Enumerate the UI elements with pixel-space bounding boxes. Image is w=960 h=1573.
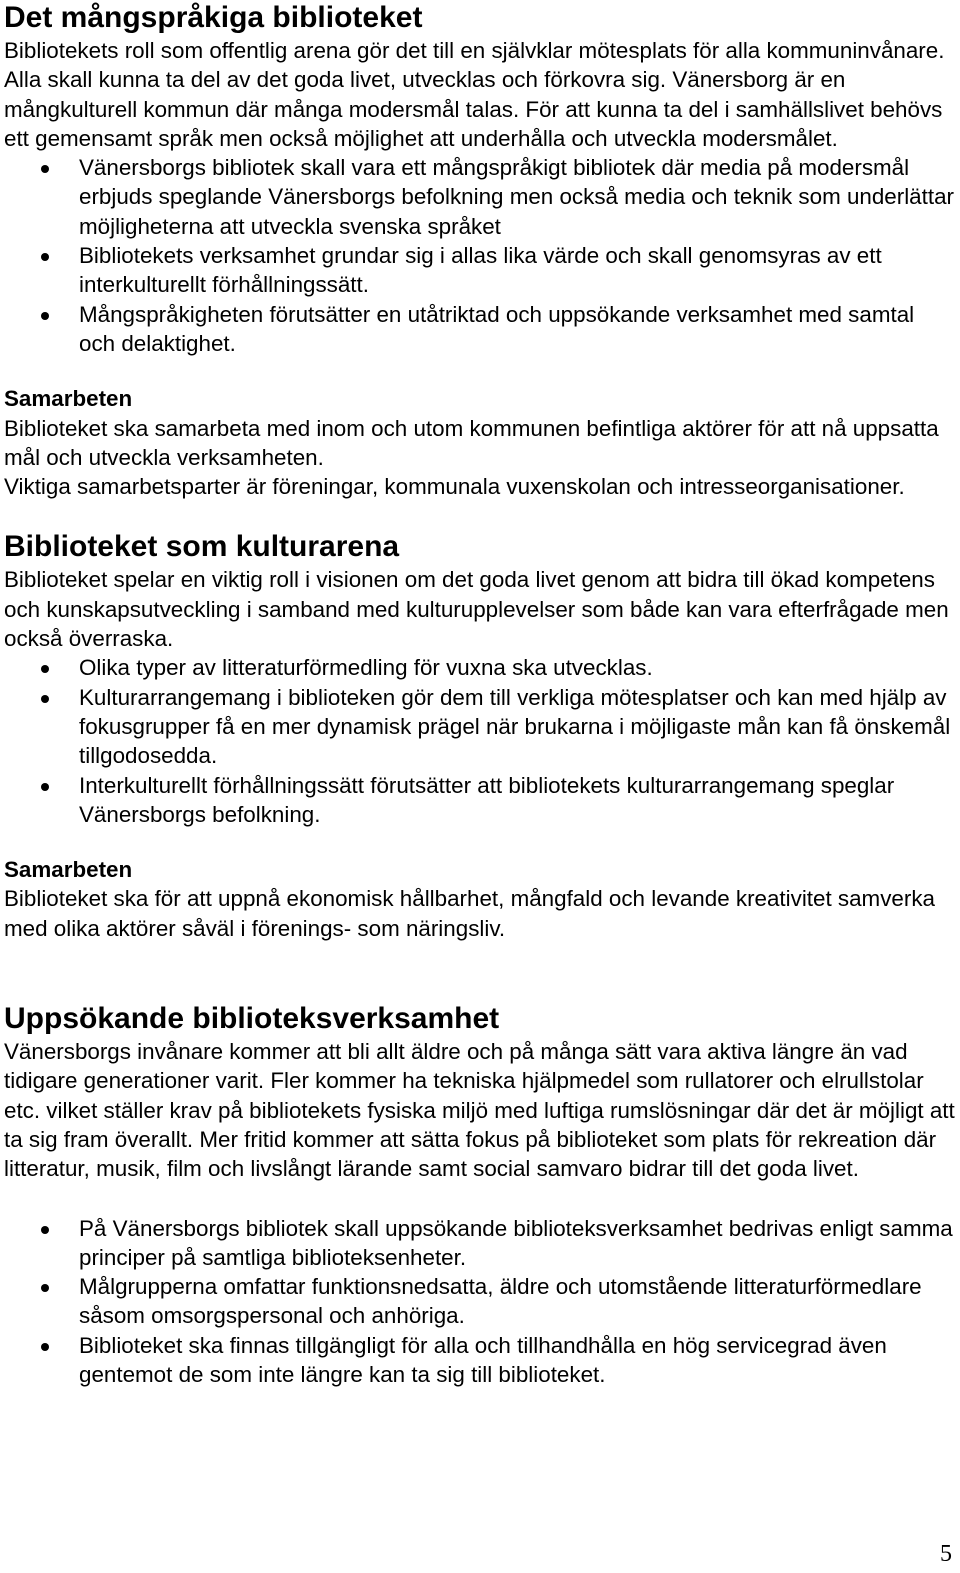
list-item-text: Målgrupperna omfattar funktionsnedsatta, äldre och utomstående litteraturförmedlare såsom omsorgspersonal och anhöriga.: [79, 1274, 922, 1329]
list-item: [4, 683, 956, 771]
bullet-list-culture: [4, 653, 956, 829]
bullet-icon: [41, 695, 49, 703]
bullet-icon: [41, 312, 49, 320]
list-item-text: Olika typer av litteraturförmedling för vuxna ska utvecklas.: [79, 655, 653, 681]
bullet-icon: [41, 1284, 49, 1292]
list-item-text: Mångspråkigheten förutsätter en utåtriktad och uppsökande verksamhet med samtal och delaktighet.: [79, 301, 915, 356]
list-item-text: Kulturarrangemang i biblioteken gör dem till verkliga mötesplatser och kan med hjälp av fokusgrupper få en mer dynamisk prägel när brukarna i möjligaste mån kan få önskemål tillgodosedda.: [79, 684, 951, 769]
list-item: [4, 153, 956, 241]
section-title-multilingual: Det mångspråkiga biblioteket: [4, 1, 423, 34]
paragraph-samarbeten-1a: Biblioteket ska samarbeta med inom och utom kommunen befintliga aktörer för att nå uppsatta mål och utveckla verksamheten.: [4, 415, 939, 470]
bullet-icon: [41, 165, 49, 173]
list-item: [4, 300, 956, 359]
subheading-samarbeten-1: Samarbeten: [4, 386, 133, 412]
bullet-icon: [41, 665, 49, 673]
list-item-text: På Vänersborgs bibliotek skall uppsökande biblioteksverksamhet bedrivas enligt samma principer på samtliga biblioteksenheter.: [79, 1215, 953, 1270]
paragraph-samarbeten-1b: Viktiga samarbetsparter är föreningar, kommunala vuxenskolan och intresseorganisationer.: [4, 474, 905, 500]
paragraph-outreach-intro: Vänersborgs invånare kommer att bli allt äldre och på många sätt vara aktiva längre än vad tidigare generationer varit. Fler kommer ha tekniska hjälpmedel som rullatorer och elrullstolar etc. vilket ställer krav på bibliotekets fysiska miljö med luftiga rumslösningar där det är möjligt att ta sig fram överallt. Mer fritid kommer att sätta fokus på biblioteket som plats för rekreation där litteratur, musik, film och livslångt lärande samt social samvaro bidrar till det goda livet.: [4, 1039, 955, 1182]
bullet-icon: [41, 1226, 49, 1234]
bullet-list-outreach: [4, 1214, 956, 1390]
page-number: 5: [940, 1541, 952, 1567]
list-item: [4, 771, 956, 830]
document-page: [4, 0, 956, 1389]
section-title-culture-arena: Biblioteket som kulturarena: [4, 530, 400, 564]
list-item: [4, 1214, 956, 1273]
list-item-text: Vänersborgs bibliotek skall vara ett mångspråkigt bibliotek där media på modersmål erbjuds speglande Vänersborgs befolkning men också media och teknik som underlättar möjligheterna att utveckla svenska språket: [79, 155, 954, 239]
paragraph-culture-intro: Biblioteket spelar en viktig roll i visionen om det goda livet genom att bidra till ökad kompetens och kunskapsutveckling i samband med kulturupplevelser som både kan vara efterfrågade men också överraska.: [4, 567, 949, 652]
section-title-outreach: Uppsökande biblioteksverksamhet: [4, 1002, 500, 1036]
list-item-text: Interkulturellt förhållningssätt förutsätter att bibliotekets kulturarrangemang speglar Vänersborgs befolkning.: [79, 772, 895, 827]
list-item: [4, 241, 956, 300]
paragraph-samarbeten-2: Biblioteket ska för att uppnå ekonomisk hållbarhet, mångfald och levande kreativitet samverka med olika aktörer såväl i förenings- som näringsliv.: [4, 886, 935, 941]
list-item: [4, 1331, 956, 1390]
paragraph-multilingual-intro: Bibliotekets roll som offentlig arena gör det till en självklar mötesplats för alla kommuninvånare. Alla skall kunna ta del av det goda livet, utvecklas och förkovra sig. Vänersborg är en mångkulturell kommun där många modersmål talas. För att kunna ta del i samhällslivet behövs ett gemensamt språk men också möjlighet att underhålla och utveckla modersmålet.: [4, 38, 945, 151]
bullet-icon: [41, 1343, 49, 1351]
list-item-text: Biblioteket ska finnas tillgängligt för alla och tillhandhålla en hög servicegrad även gentemot de som inte längre kan ta sig till biblioteket.: [79, 1332, 887, 1387]
bullet-icon: [41, 253, 49, 261]
bullet-list-multilingual: [4, 153, 956, 358]
bullet-icon: [41, 783, 49, 791]
list-item-text: Bibliotekets verksamhet grundar sig i allas lika värde och skall genomsyras av ett interkulturellt förhållningssätt.: [79, 243, 882, 298]
list-item: [4, 1272, 956, 1331]
list-item: [4, 653, 956, 682]
subheading-samarbeten-2: Samarbeten: [4, 857, 133, 883]
